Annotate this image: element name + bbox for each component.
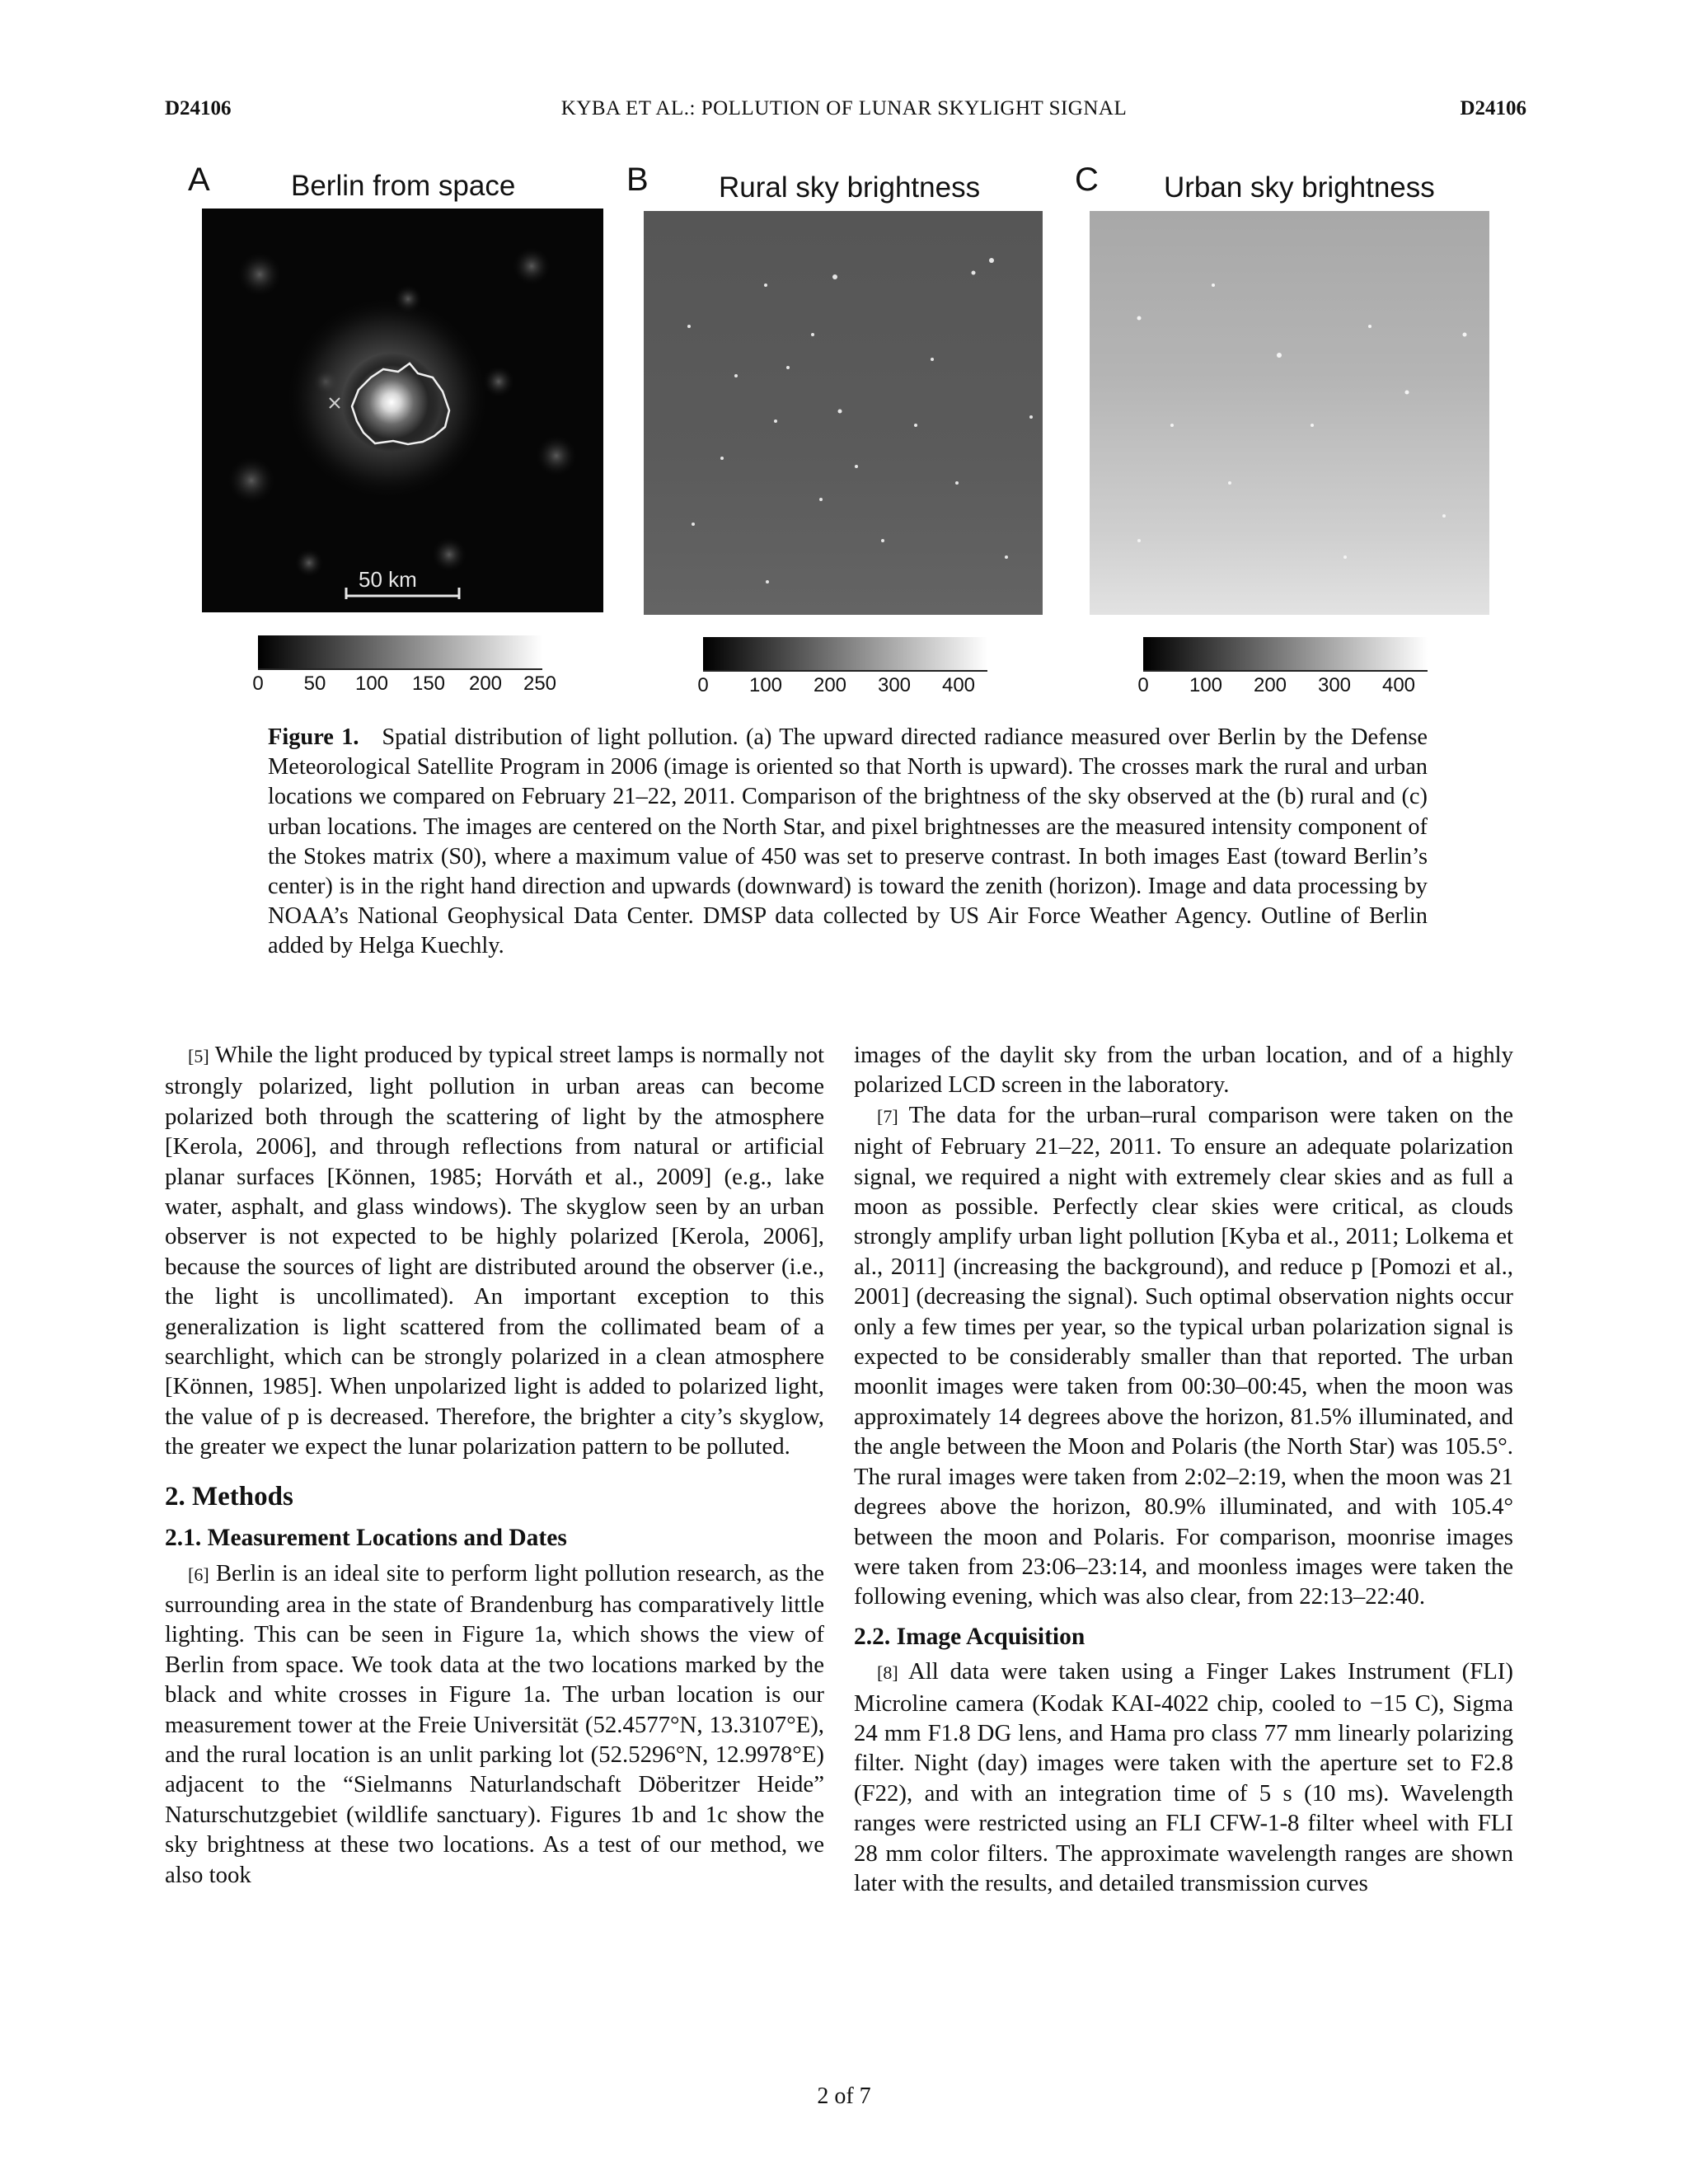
- panel-b-letter: B: [626, 162, 649, 198]
- running-title: KYBA ET AL.: POLLUTION OF LUNAR SKYLIGHT SIGNAL: [560, 97, 1128, 120]
- caption-label: Figure 1.: [268, 724, 359, 750]
- paragraph-number: [8]: [877, 1662, 898, 1684]
- colorbar-b-tick: 0: [697, 674, 709, 696]
- colorbar-c-tick: 400: [1381, 674, 1416, 696]
- page-number: 2 of 7: [817, 2083, 871, 2109]
- header-right-id: D24106: [1460, 97, 1526, 120]
- right-column: [854, 1040, 1513, 1898]
- panel-c-title: Urban sky brightness: [1164, 171, 1435, 204]
- paragraph-8-text: All data were taken using a Finger Lakes Instrument (FLI) Microline camera (Kodak KAI-4022 chip, cooled to −15 C), Sigma 24 mm F1.8 DG lens, and Hama pro class 77 mm linearly polarizing filter. Night (day) images were taken with the aperture set to F2.8 (F22), and with an integration time of 5 s (10 ms). Wavelength ranges were restricted using an FLI CFW-1-8 filter wheel with FLI 28 mm color filters. The approximate wavelength ranges are shown later with the results, and detailed transmission curves: [854, 1658, 1513, 1896]
- colorbar-a-tick: 200: [468, 673, 503, 695]
- header-left-id: D24106: [165, 97, 232, 120]
- subsection-heading-locations: 2.1. Measurement Locations and Dates: [165, 1525, 567, 1552]
- paragraph-number: [5]: [188, 1046, 209, 1066]
- panel-b-image: [644, 211, 1043, 615]
- paragraph-7: [854, 1100, 1513, 1612]
- caption-text: Spatial distribution of light pollution. (a) The upward directed radiance measured over Berlin by the Defense Meteorological Satellite Program in 2006 (image is oriented so that North is upward). The crosses mark the rural and urban locations we compared on February 21–22, 2011. Comparison of the brightness of the sky observed at the (b) rural and (c) urban locations. The images are centered on the North Star, and pixel brightnesses are the measured intensity component of the Stokes matrix (S0), where a maximum value of 450 was set to preserve contrast. In both images East (toward Berlin’s center) is in the right hand direction and upwards (downward) is toward the zenith (horizon). Image and data processing by NOAA’s National Geophysical Data Center. DMSP data collected by US Air Force Weather Agency. Outline of Berlin added by Helga Kuechly.: [268, 724, 1428, 959]
- paragraph-6-continued: images of the daylit sky from the urban location, and of a highly polarized LCD screen in the laboratory.: [854, 1042, 1513, 1099]
- colorbar-c-tick: 300: [1317, 674, 1352, 696]
- paragraph-7-text: The data for the urban–rural comparison were taken on the night of February 21–22, 2011. To ensure an adequate polarization signal, we required a night with extremely clear skies and as full a moon as possible. Perfectly clear skies were critical, as clouds strongly amplify urban light pollution [Kyba et al., 2011; Lolkema et al., 2011] (increasing the background), and reduce p [Pomozi et al., 2001] (decreasing the signal). Such optimal observation nights occur only a few times per year, so the typical urban polarization signal is expected to be considerably smaller than that reported. The urban moonlit images were taken from 00:30–00:45, when the moon was approximately 14 degrees above the horizon, 81.5% illuminated, and the angle between the Moon and Polaris (the North Star) was 105.5°. The rural images were taken from 2:02–2:19, when the moon was 21 degrees above the horizon, 80.9% illuminated, and with 105.4° between the moon and Polaris. For comparison, moonrise images were taken from 23:06–23:14, and moonless images were taken the following evening, which was also clear, from 22:13–22:40.: [854, 1101, 1513, 1610]
- panel-c-letter: C: [1075, 162, 1099, 198]
- scale-bar-label: 50 km: [359, 567, 417, 592]
- paragraph-6: [165, 1558, 824, 1890]
- panel-a-letter: A: [188, 162, 210, 198]
- subsection-heading-image-acquisition: 2.2. Image Acquisition: [854, 1623, 1085, 1650]
- colorbar-a-tick: 0: [252, 673, 264, 695]
- paragraph-number: [6]: [188, 1563, 209, 1585]
- panel-b-title: Rural sky brightness: [719, 171, 981, 204]
- colorbar-b-tick: 100: [748, 674, 783, 696]
- paragraph-8: [854, 1657, 1513, 1898]
- colorbar-c-tick: 100: [1189, 674, 1223, 696]
- berlin-satellite-svg: [202, 209, 603, 612]
- colorbar-b-tick: 400: [941, 674, 976, 696]
- rural-stars-svg: [644, 211, 1043, 615]
- left-column: [165, 1040, 824, 1890]
- urban-stars-svg: [1090, 211, 1489, 615]
- colorbar-a-tick: 50: [303, 673, 326, 695]
- section-heading-methods: 2. Methods: [165, 1481, 293, 1511]
- colorbar-b-tick: 200: [813, 674, 847, 696]
- paragraph-number: [7]: [877, 1105, 898, 1127]
- paragraph-5: [165, 1040, 824, 1462]
- colorbar-c-tick: 0: [1137, 674, 1149, 696]
- colorbar-b-tick: 300: [877, 674, 912, 696]
- paragraph-5-text: While the light produced by typical street lamps is normally not strongly polarized, light pollution in urban areas can become polarized both through the scattering of light by the atmosphere [Kerola, 2006], and through reflections from natural or artificial planar surfaces [Können, 1985; Horváth et al., 2009] (e.g., lake water, asphalt, and glass windows). The skyglow seen by an urban observer is not expected to be highly polarized [Kerola, 2006], because the sources of light are distributed around the observer (i.e., the light is uncollimated). An important exception to this generalization is light scattered from the collimated beam of a searchlight, which can be strongly polarized in a clean atmosphere [Können, 1985]. When unpolarized light is added to polarized light, the value of p is decreased. Therefore, the brighter a city’s skyglow, the greater we expect the lunar polarization pattern to be polluted.: [165, 1042, 824, 1460]
- panel-c-image: [1090, 211, 1489, 615]
- colorbar-c-tick: 200: [1253, 674, 1287, 696]
- panel-a-image: [202, 209, 603, 612]
- panel-a-title: Berlin from space: [291, 170, 516, 202]
- figure-caption: [268, 723, 1428, 962]
- colorbar-a-tick: 150: [411, 673, 446, 695]
- colorbar-a-tick: 250: [523, 673, 557, 695]
- colorbar-a-tick: 100: [354, 673, 389, 695]
- paragraph-6-text: Berlin is an ideal site to perform light pollution research, as the surrounding area in the state of Brandenburg has comparatively little lighting. This can be seen in Figure 1a, which shows the view of Berlin from space. We took data at the two locations marked by the black and white crosses in Figure 1a. The urban location is our measurement tower at the Freie Universität (52.4577°N, 13.3107°E), and the rural location is an unlit parking lot (52.5296°N, 12.9978°E) adjacent to the “Sielmanns Naturlandschaft Döberitzer Heide” Naturschutzgebiet (wildlife sanctuary). Figures 1b and 1c show the sky brightness at these two locations. As a test of our method, we also took: [165, 1559, 824, 1888]
